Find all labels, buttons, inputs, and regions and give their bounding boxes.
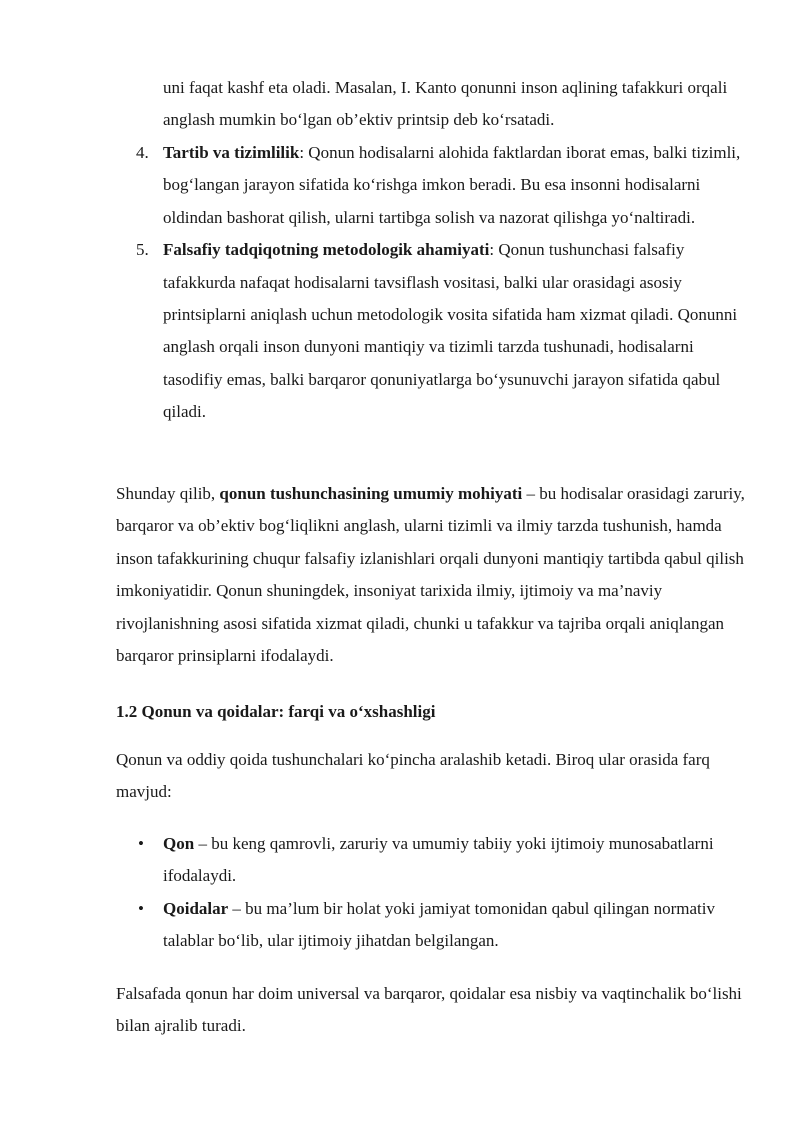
list-number: 5.	[136, 240, 149, 260]
summary-paragraph: Shunday qilib, qonun tushunchasining umumiy mohiyati – bu hodisalar orasidagi zaruriy, barqaror va ob’ektiv bog‘liqlikni anglash, ularni tizimli va ilmiy tarzda tushunish, hamda inson tafakkurining chuqur falsafiy izlanishlari orqali dunyoni mantiqiy tartibda qabul qilish imkoniyatidir. Qonun shuningdek, insoniyat tarixida ilmiy, ijtimoiy va ma’naviy rivojlanishning asosi sifatida xizmat qiladi, chunki u tafakkur va tajriba orqali aniqlangan barqaror prinsiplarni ifodalaydi.	[116, 484, 745, 666]
list-number: 4.	[136, 143, 149, 162]
list-item-term: Tartib va tizimlilik	[163, 143, 300, 162]
list-item-term: Qon	[163, 834, 195, 853]
list-item-text: : Qonun hodisalarni alohida faktlardan iborat emas, balki tizimli, bog‘langan jarayon sifatida ko‘rishga imkon beradi. Bu esa insonni hodisalarni oldindan bashorat qilish, ularni tartibga solish va nazorat qilishga yo‘naltiradi.	[163, 143, 741, 227]
list-item-term: Qoidalar	[163, 898, 229, 918]
intro-paragraph: Qonun va oddiy qoida tushunchalari ko‘pincha aralashib ketadi. Biroq ular orasida farq mavjud:	[116, 750, 710, 802]
list-item-text: – bu keng qamrovli, zaruriy va umumiy tabiiy yoki ijtimoiy munosabatlarni ifodalaydi.	[163, 834, 714, 886]
list-item	[116, 893, 746, 958]
continued-paragraph: uni faqat kashf eta oladi. Masalan, I. Kanto qonunni inson aqlining tafakkuri orqali anglash mumkin bo‘lgan ob’ektiv printsip deb ko‘rsatadi.	[163, 78, 728, 130]
bullet-list	[116, 828, 746, 958]
summary-bold: qonun tushunchasining umumiy mohiyati	[219, 484, 523, 503]
numbered-list	[116, 137, 746, 429]
list-item	[116, 234, 746, 428]
closing-paragraph: Falsafada qonun har doim universal va barqaror, qoidalar esa nisbiy va vaqtinchalik bo‘lishi bilan ajralib turadi.	[116, 984, 742, 1036]
list-item-text: : Qonun tushunchasi falsafiy tafakkurda nafaqat hodisalarni tavsiflash vositasi, balki ular orasidagi asosiy printsiplarni aniqlash uchun metodologik vosita sifatida ham xizmat qiladi. Qonunni anglash orqali inson dunyoni mantiqiy va tizimli tarzda tushunadi, hodisalarni tasodifiy emas, balki barqaror qonuniyatlarga bo‘ysunuvchi jarayon sifatida qabul qiladi.	[163, 240, 738, 422]
list-item	[116, 137, 746, 234]
bullet-icon: •	[138, 834, 144, 853]
list-item-term: Falsafiy tadqiqotning metodologik ahamiyati	[163, 240, 490, 260]
list-item-text: – bu ma’lum bir holat yoki jamiyat tomonidan qabul qilingan normativ talablar bo‘lib, ular ijtimoiy jihatdan belgilangan.	[163, 898, 715, 951]
bullet-icon: •	[138, 898, 144, 918]
section-heading: 1.2 Qonun va qoidalar: farqi va o‘xshashligi	[116, 702, 436, 721]
list-item	[116, 828, 746, 893]
